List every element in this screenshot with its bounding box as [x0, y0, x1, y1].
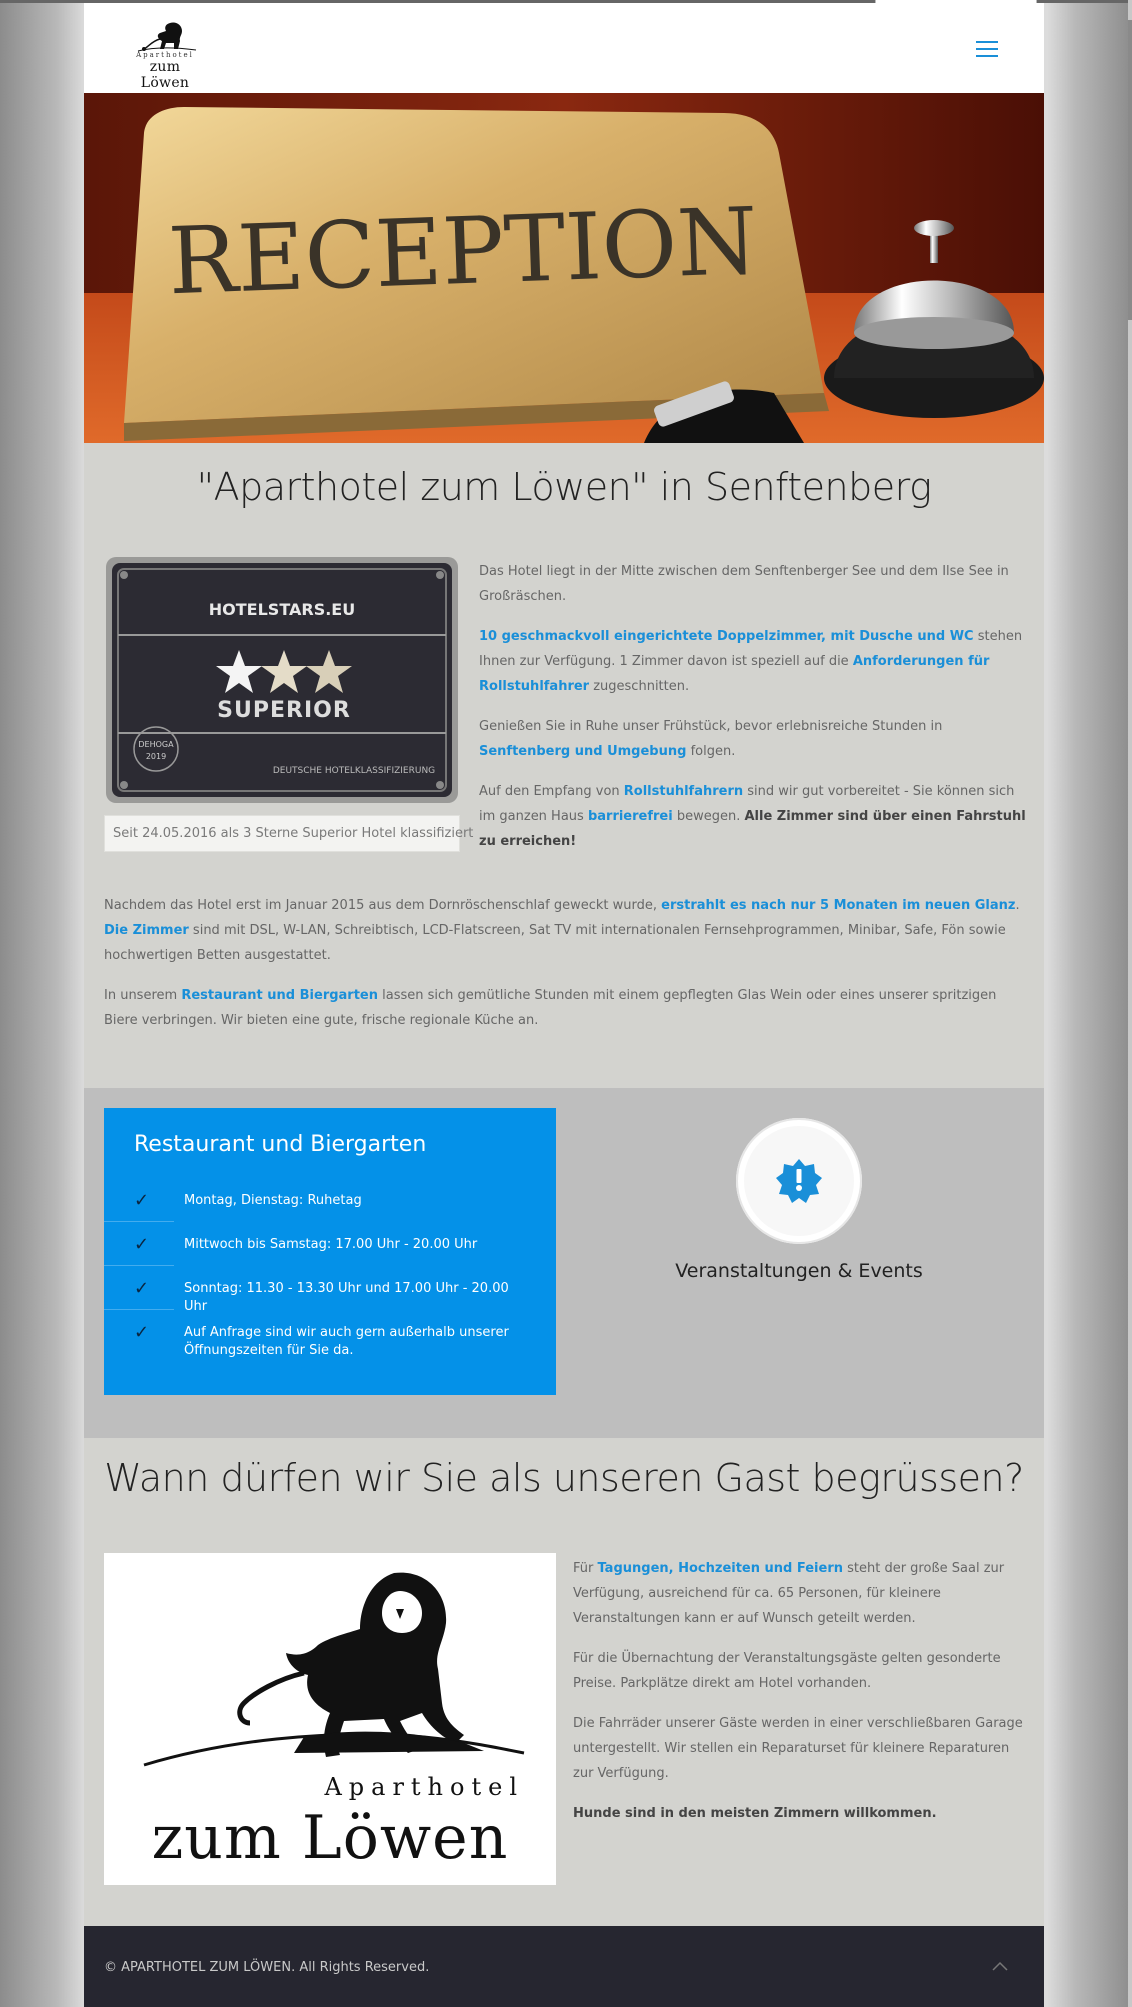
chevron-up-icon[interactable]: [992, 1960, 1008, 1972]
text-span: bewegen.: [672, 809, 745, 824]
welcome-paragraph-1: [573, 1556, 1029, 1631]
check-icon: ✓: [134, 1322, 150, 1343]
intro-section: [84, 443, 1044, 1088]
text-span: stehen Ihnen zur Verfügung. 1 Zimmer davon ist speziell auf die: [479, 629, 1023, 669]
intro-text: [479, 559, 1029, 869]
link-barrierefrei[interactable]: barrierefrei: [587, 809, 673, 824]
plate-badge-year: 2019: [145, 752, 167, 761]
welcome-title: Wann dürfen wir Sie als unseren Gast begrüssen?: [104, 1456, 1024, 1500]
plate-footer: DEUTSCHE HOTELKLASSIFIZIERUNG: [272, 766, 436, 776]
link-tagungen[interactable]: Tagungen, Hochzeiten und Feiern: [597, 1561, 843, 1576]
link-neuer-glanz[interactable]: erstrahlt es nach nur 5 Monaten im neuen Glanz: [661, 898, 1016, 913]
link-doppelzimmer[interactable]: 10 geschmackvoll eingerichtete Doppelzimmer, mit Dusche und WC: [479, 629, 974, 644]
link-zimmer[interactable]: Die Zimmer: [104, 923, 189, 938]
link-restaurant[interactable]: Restaurant und Biergarten: [181, 988, 379, 1003]
page-title: "Aparthotel zum Löwen" in Senftenberg: [196, 465, 932, 509]
lion-logo-subtitle: Aparthotel: [324, 1773, 524, 1801]
divider: [104, 1265, 174, 1266]
logo-title: zum Löwen: [140, 59, 190, 91]
text-span: Für: [573, 1561, 598, 1576]
lion-logo-icon: [124, 19, 206, 53]
page: [84, 3, 1044, 2007]
link-rollstuhlfahrer[interactable]: Anforderungen für Rollstuhlfahrer: [479, 654, 990, 694]
text-span: Genießen Sie in Ruhe unser Frühstück, bevor erlebnisreiche Stunden in: [479, 719, 943, 734]
text-span: folgen.: [686, 744, 736, 759]
hero-image: [84, 93, 1044, 443]
intro-paragraph-2: [479, 624, 1029, 699]
plate-caption: Seit 24.05.2016 als 3 Sterne Superior Hotel klassifiziert: [104, 815, 460, 852]
restaurant-item-text: Auf Anfrage sind wir auch gern außerhalb unserer Öffnungszeiten für Sie da.: [184, 1325, 509, 1358]
plate-brand: HOTELSTARS.EU: [208, 600, 356, 619]
events-button[interactable]: [736, 1118, 862, 1244]
check-icon: ✓: [134, 1190, 150, 1211]
restaurant-item-text: Mittwoch bis Samstag: 17.00 Uhr - 20.00 Uhr: [184, 1237, 478, 1252]
intro-paragraph-6: [104, 983, 1029, 1033]
restaurant-title: Restaurant und Biergarten: [134, 1132, 427, 1157]
check-icon: ✓: [134, 1278, 150, 1299]
plate-class: SUPERIOR: [217, 698, 351, 723]
restaurant-item-text: Sonntag: 11.30 - 13.30 Uhr und 17.00 Uhr - 20.00 Uhr: [184, 1281, 509, 1314]
lion-logo-title: zum Löwen: [151, 1803, 509, 1873]
hotelstars-plate-image: [104, 555, 460, 805]
lion-logo-image: [104, 1553, 556, 1885]
text-span: In unserem: [104, 988, 182, 1003]
fahrstuhl-note: Alle Zimmer sind über einen Fahrstuhl zu erreichen!: [479, 809, 1026, 849]
welcome-section: [84, 1438, 1044, 1926]
text-span: lassen sich gemütliche Stunden mit einem gepflegten Glas Wein oder eines unserer spritzigen Biere verbringen. Wir bieten eine gute, frische regionale Küche an.: [104, 988, 997, 1028]
restaurant-item-text: Montag, Dienstag: Ruhetag: [184, 1193, 362, 1208]
intro-paragraph-3: [479, 714, 1029, 764]
divider: [104, 1309, 174, 1310]
intro-paragraph-5: [104, 893, 1029, 968]
welcome-paragraph-2: Für die Übernachtung der Veranstaltungsgäste gelten gesonderte Preise. Parkplätze direkt am Hotel vorhanden.: [573, 1651, 1001, 1691]
intro-paragraph-4: [479, 779, 1029, 854]
scrollbar-thumb[interactable]: [1128, 20, 1132, 320]
intro-full-text: [104, 893, 1029, 1048]
events-title[interactable]: Veranstaltungen & Events: [675, 1260, 923, 1282]
site-header: [84, 3, 1044, 93]
plate-badge: DEHOGA: [138, 740, 174, 749]
text-span: Nachdem das Hotel erst im Januar 2015 aus dem Dornröschenschlaf geweckt wurde,: [104, 898, 662, 913]
reception-sign-text: RECEPTION: [166, 187, 760, 316]
check-icon: ✓: [134, 1234, 150, 1255]
hamburger-menu-icon[interactable]: [976, 41, 998, 57]
site-logo[interactable]: [124, 19, 206, 91]
text-span: .: [1015, 898, 1020, 913]
welcome-text: [573, 1556, 1029, 1841]
alert-badge-icon: [744, 1126, 854, 1236]
divider: [104, 1221, 174, 1222]
scrollbar[interactable]: [1128, 0, 1132, 2007]
footer-copyright: © APARTHOTEL ZUM LÖWEN. All Rights Reserved.: [104, 1960, 430, 1975]
logo-subtitle: Aparthotel: [136, 51, 194, 59]
text-span: sind mit DSL, W-LAN, Schreibtisch, LCD-Flatscreen, Sat TV mit internationalen Fernsehprogrammen, Minibar, Safe, Fön sowie hochwertigen Betten ausgestattet.: [104, 923, 1006, 963]
welcome-paragraph-3: Die Fahrräder unserer Gäste werden in einer verschließbaren Garage untergestellt. Wir stellen ein Reparaturset für kleinere Reparaturen zur Verfügung.: [573, 1716, 1023, 1781]
restaurant-events-section: [84, 1088, 1044, 1438]
text-span: Auf den Empfang von: [479, 784, 624, 799]
link-rollstuhlfahrern[interactable]: Rollstuhlfahrern: [623, 784, 744, 799]
events-icon-holder: [744, 1126, 854, 1236]
site-footer: [84, 1926, 1044, 2007]
intro-paragraph-1: Das Hotel liegt in der Mitte zwischen dem Senftenberger See und dem Ilse See in Großräschen.: [479, 564, 1009, 604]
reception-image: [84, 93, 1044, 443]
text-span: sind wir gut vorbereitet - Sie können sich im ganzen Haus: [479, 784, 1015, 824]
link-senftenberg[interactable]: Senftenberg und Umgebung: [479, 744, 687, 759]
text-span: steht der große Saal zur Verfügung, ausreichend für ca. 65 Personen, für kleinere Veranstaltungen kann er auf Wunsch geteilt werden.: [573, 1561, 1005, 1626]
restaurant-box: [104, 1108, 556, 1395]
welcome-paragraph-4: Hunde sind in den meisten Zimmern willkommen.: [573, 1806, 937, 1821]
text-span: zugeschnitten.: [589, 679, 690, 694]
